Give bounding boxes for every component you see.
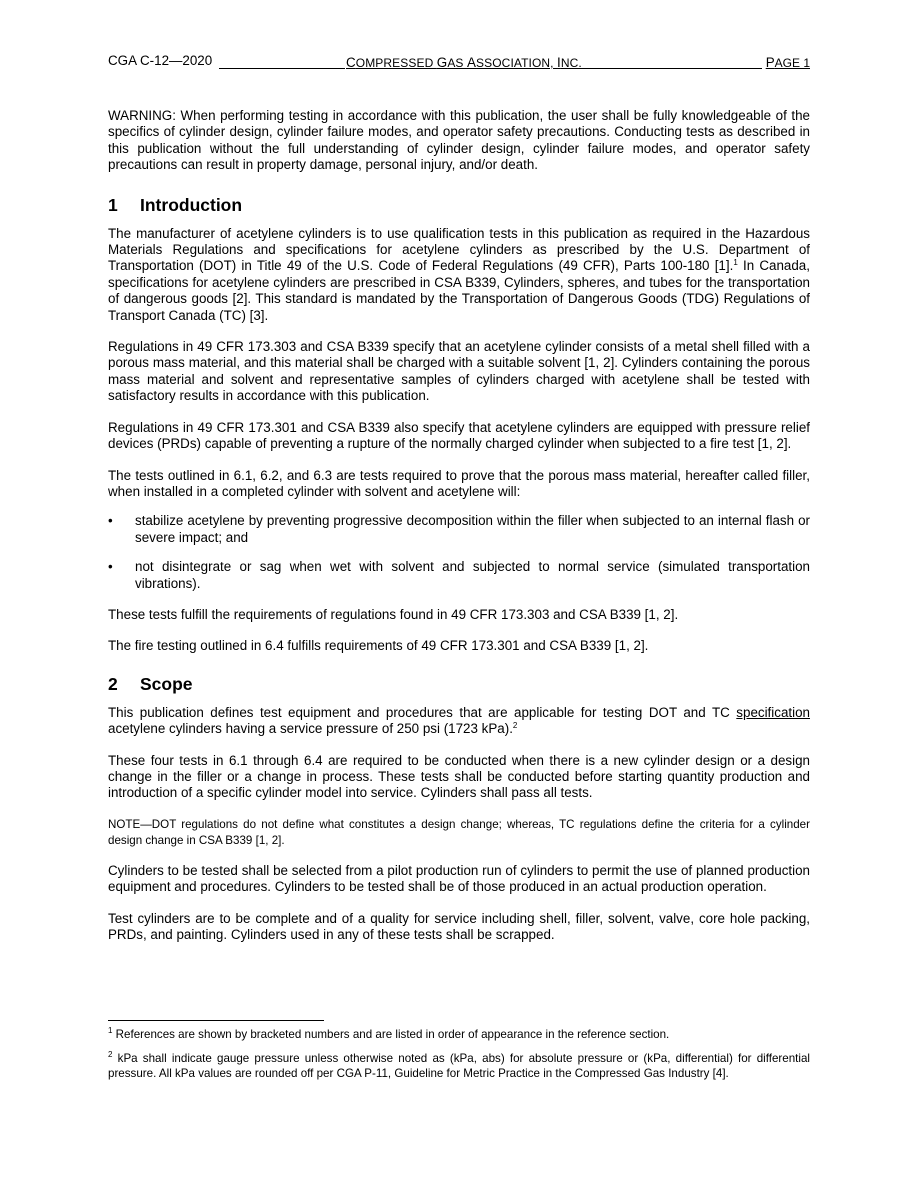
scope-note: NOTE—DOT regulations do not define what constitutes a design change; whereas, TC regulations define the criteria for a cylinder design change in CSA B339 [1, 2]. [108,817,810,847]
intro-paragraph-2: Regulations in 49 CFR 173.303 and CSA B339 specify that an acetylene cylinder consists of a metal shell filled with a porous mass material, and this material shall be charged with a suitable solvent [1, 2]. Cylinders containing the porous mass material and solvent and representative samples of cylinders charged with acetylene shall be tested with satisfactory results in accordance with this publication. [108,339,810,404]
scope-paragraph-4: Test cylinders are to be complete and of a quality for service including shell, filler, solvent, valve, core hole packing, PRDs, and painting. Cylinders used in any of these tests shall be scrapped. [108,910,810,942]
requirements-list [108,513,810,592]
bullet-icon: • [108,559,113,575]
footnote-separator [108,1020,324,1021]
list-item: • not disintegrate or sag when wet with solvent and subjected to normal service (simulated transportation vibrations). [108,559,810,591]
header-organization: COMPRESSED GAS ASSOCIATION, INC. [346,55,582,70]
intro-paragraph-1: The manufacturer of acetylene cylinders is to use qualification tests in this publication as required in the Hazardous Materials Regulations and specifications for acetylene cylinders as prescribed by the U.S. Department of Transportation (DOT) in Title 49 of the U.S. Code of Federal Regulations (49 CFR), Parts 100-180 [1].$^1$ In Canada, specifications for acetylene cylinders are prescribed in CSA B339, Cylinders, spheres, and tubes for the transportation of dangerous goods [2]. This standard is mandated by the Transportation of Dangerous Goods (TDG) Regulations of Transport Canada (TC) [3]. [108,225,810,323]
scope-paragraph-2: These four tests in 6.1 through 6.4 are required to be conducted when there is a new cylinder design or a design change in the filler or a change in process. These tests shall be conducted before starting quantity production and introduction of a specific cylinder model into service. Cylinders shall pass all tests. [108,752,810,801]
footnote-1: $^1$ References are shown by bracketed numbers and are listed in order of appearance in the reference section. [108,1026,670,1041]
footnote-2: $^2$ kPa shall indicate gauge pressure unless otherwise noted as (kPa, abs) for absolute pressure or (kPa, differential) for differential pressure. All kPa values are rounded off per CGA P-11, Guideline for Metric Practice in the Compressed Gas Industry [4]. [108,1049,810,1081]
header-page-number: PAGE 1 [765,55,810,70]
intro-paragraph-6: The fire testing outlined in 6.4 fulfills requirements of 49 CFR 173.301 and CSA B339 [1, 2]. [108,638,649,654]
header-rule-left [219,68,345,69]
footnote-ref-2: 2 [512,721,518,731]
bullet-icon: • [108,513,113,529]
header-doc-id: CGA C-12—2020 [108,53,213,68]
list-item: • stabilize acetylene by preventing progressive decomposition within the filler when subjected to an internal flash or severe impact; and [108,513,810,545]
section-heading-introduction: 1 Introduction [108,194,243,215]
intro-paragraph-5: These tests fulfill the requirements of regulations found in 49 CFR 173.303 and CSA B339 [1, 2]. [108,606,679,622]
footnote-ref-1: 1 [733,258,738,268]
body-content [108,108,810,958]
intro-paragraph-4: The tests outlined in 6.1, 6.2, and 6.3 are tests required to prove that the porous mass material, hereafter called filler, when installed in a completed cylinder with solvent and acetylene will: [108,467,810,499]
scope-paragraph-1: This publication defines test equipment and procedures that are applicable for testing DOT and TC specification acetylene cylinders having a service pressure of 250 psi (1723 kPa).$^2$ [108,704,810,737]
warning-paragraph: WARNING: When performing testing in accordance with this publication, the user shall be fully knowledgeable of the specifics of cylinder design, cylinder failure modes, and operator safety precautions. Conducting tests as described in this publication without the full understanding of cylinder design, cylinder failure modes, and operator safety precautions can result in property damage, personal injury, and/or death. [108,108,810,173]
scope-paragraph-3: Cylinders to be tested shall be selected from a pilot production run of cylinders to permit the use of planned production equipment and procedures. Cylinders to be tested shall be of those produced in an actual production operation. [108,862,810,895]
intro-paragraph-3: Regulations in 49 CFR 173.301 and CSA B339 also specify that acetylene cylinders are equipped with pressure relief devices (PRDs) capable of preventing a rupture of the normally charged cylinder when subjected to a fire test [1, 2]. [108,419,810,452]
running-header [108,53,810,73]
header-rule-right [570,68,762,69]
section-heading-scope: 2 Scope [108,673,193,694]
footnotes [108,1027,810,1090]
